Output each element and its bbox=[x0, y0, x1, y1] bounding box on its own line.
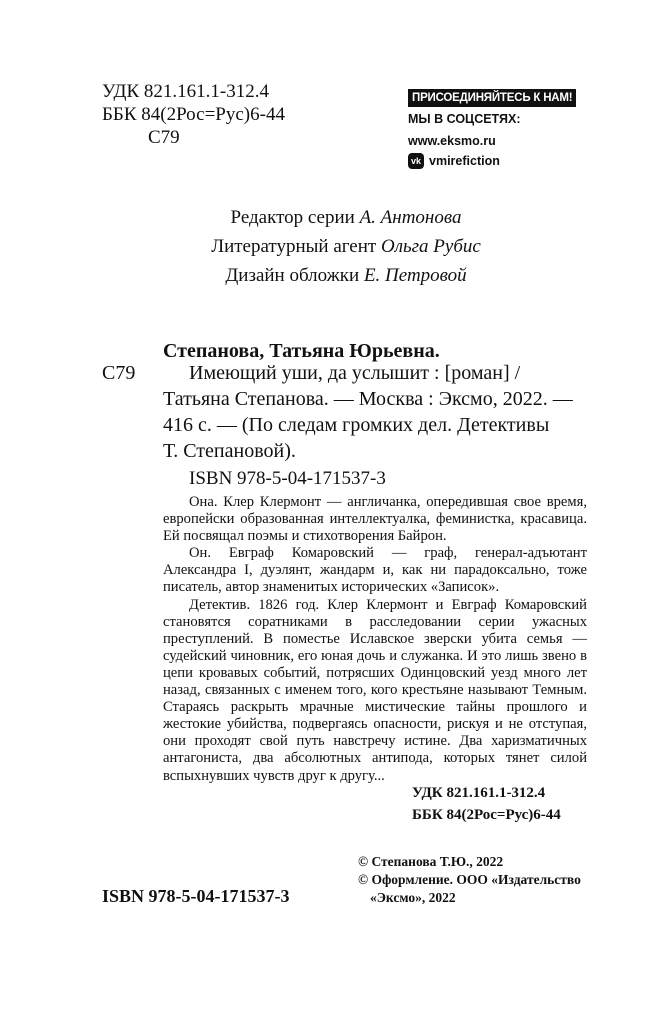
classification-codes bbox=[102, 80, 285, 149]
website-link[interactable]: www.eksmo.ru bbox=[408, 134, 496, 148]
bottom-codes bbox=[412, 782, 561, 826]
credits bbox=[0, 203, 662, 290]
description-line: 416 с. — (По следам громких дел. Детективы bbox=[163, 414, 550, 436]
catalog-isbn: ISBN 978-5-04-171537-3 bbox=[189, 468, 386, 489]
copyright-design-cont: «Эксмо», 2022 bbox=[370, 890, 456, 905]
annotation-paragraph: Он. Евграф Комаровский — граф, генерал-адъютант Александра I, дуэлянт, жандарм и, как ни парадоксально, тоже писатель, автор знаменитых исторических «Записок». bbox=[163, 545, 587, 596]
annotation bbox=[163, 494, 587, 785]
description-line: Имеющий уши, да услышит : [роман] / bbox=[189, 362, 521, 384]
bottom-udk: УДК 821.161.1-312.4 bbox=[412, 785, 546, 801]
vk-handle: vmirefiction bbox=[429, 154, 500, 168]
catalog-description bbox=[163, 360, 587, 464]
catalog-author: Степанова, Татьяна Юрьевна. bbox=[163, 340, 440, 362]
udk-code: УДК 821.161.1-312.4 bbox=[102, 81, 269, 102]
vk-icon: vk bbox=[408, 153, 424, 169]
social-block bbox=[408, 88, 576, 169]
social-subtitle: МЫ В СОЦСЕТЯХ: bbox=[408, 112, 521, 126]
bottom-isbn: ISBN 978-5-04-171537-3 bbox=[102, 886, 290, 906]
description-line: Татьяна Степанова. — Москва : Эксмо, 2022. — bbox=[163, 388, 573, 410]
annotation-paragraph: Она. Клер Клермонт — англичанка, опередившая свое время, европейски образованная интеллектуалка, феминистка, красавица. Ей посвящал поэмы и стихотворения Байрон. bbox=[163, 494, 587, 545]
series-editor: Редактор серии А. Антонова bbox=[230, 207, 462, 228]
copyright-author: © Степанова Т.Ю., 2022 bbox=[358, 854, 504, 869]
catalog-mark: С79 bbox=[102, 362, 136, 384]
join-us-banner: ПРИСОЕДИНЯЙТЕСЬ К НАМ! bbox=[408, 89, 576, 107]
literary-agent: Литературный агент Ольга Рубис bbox=[211, 236, 481, 257]
cover-design: Дизайн обложки Е. Петровой bbox=[225, 265, 467, 286]
copyright bbox=[358, 853, 581, 907]
annotation-paragraph: Детектив. 1826 год. Клер Клермонт и Евграф Комаровский становятся соратниками в расследовании серии ужасных преступлений. В поместье Иславское зверски убита семья — судейский чиновник, его юная дочь и служанка. И это лишь звено в цепи кровавых событий, потрясших Одинцовский уезд много лет назад, связанных с именем того, кого крестьяне называют Темным. Стараясь раскрыть мрачные мистические тайны прошлого и жестокие убийства, подвергаясь опасности, рискуя и не отступая, они проходят свой путь навстречу истине. Два харизматичных антагониста, два абсолютных антипода, которых тянет силой вспыхнувших чувств друг к другу... bbox=[163, 596, 587, 784]
bottom-bbk: ББК 84(2Рос=Рус)6-44 bbox=[412, 807, 561, 823]
vk-link[interactable] bbox=[408, 153, 576, 169]
description-line: Т. Степановой). bbox=[163, 440, 296, 462]
bbk-code: ББК 84(2Рос=Рус)6-44 bbox=[102, 104, 285, 125]
copyright-design: © Оформление. ООО «Издательство bbox=[358, 872, 581, 887]
author-mark: С79 bbox=[148, 127, 180, 148]
